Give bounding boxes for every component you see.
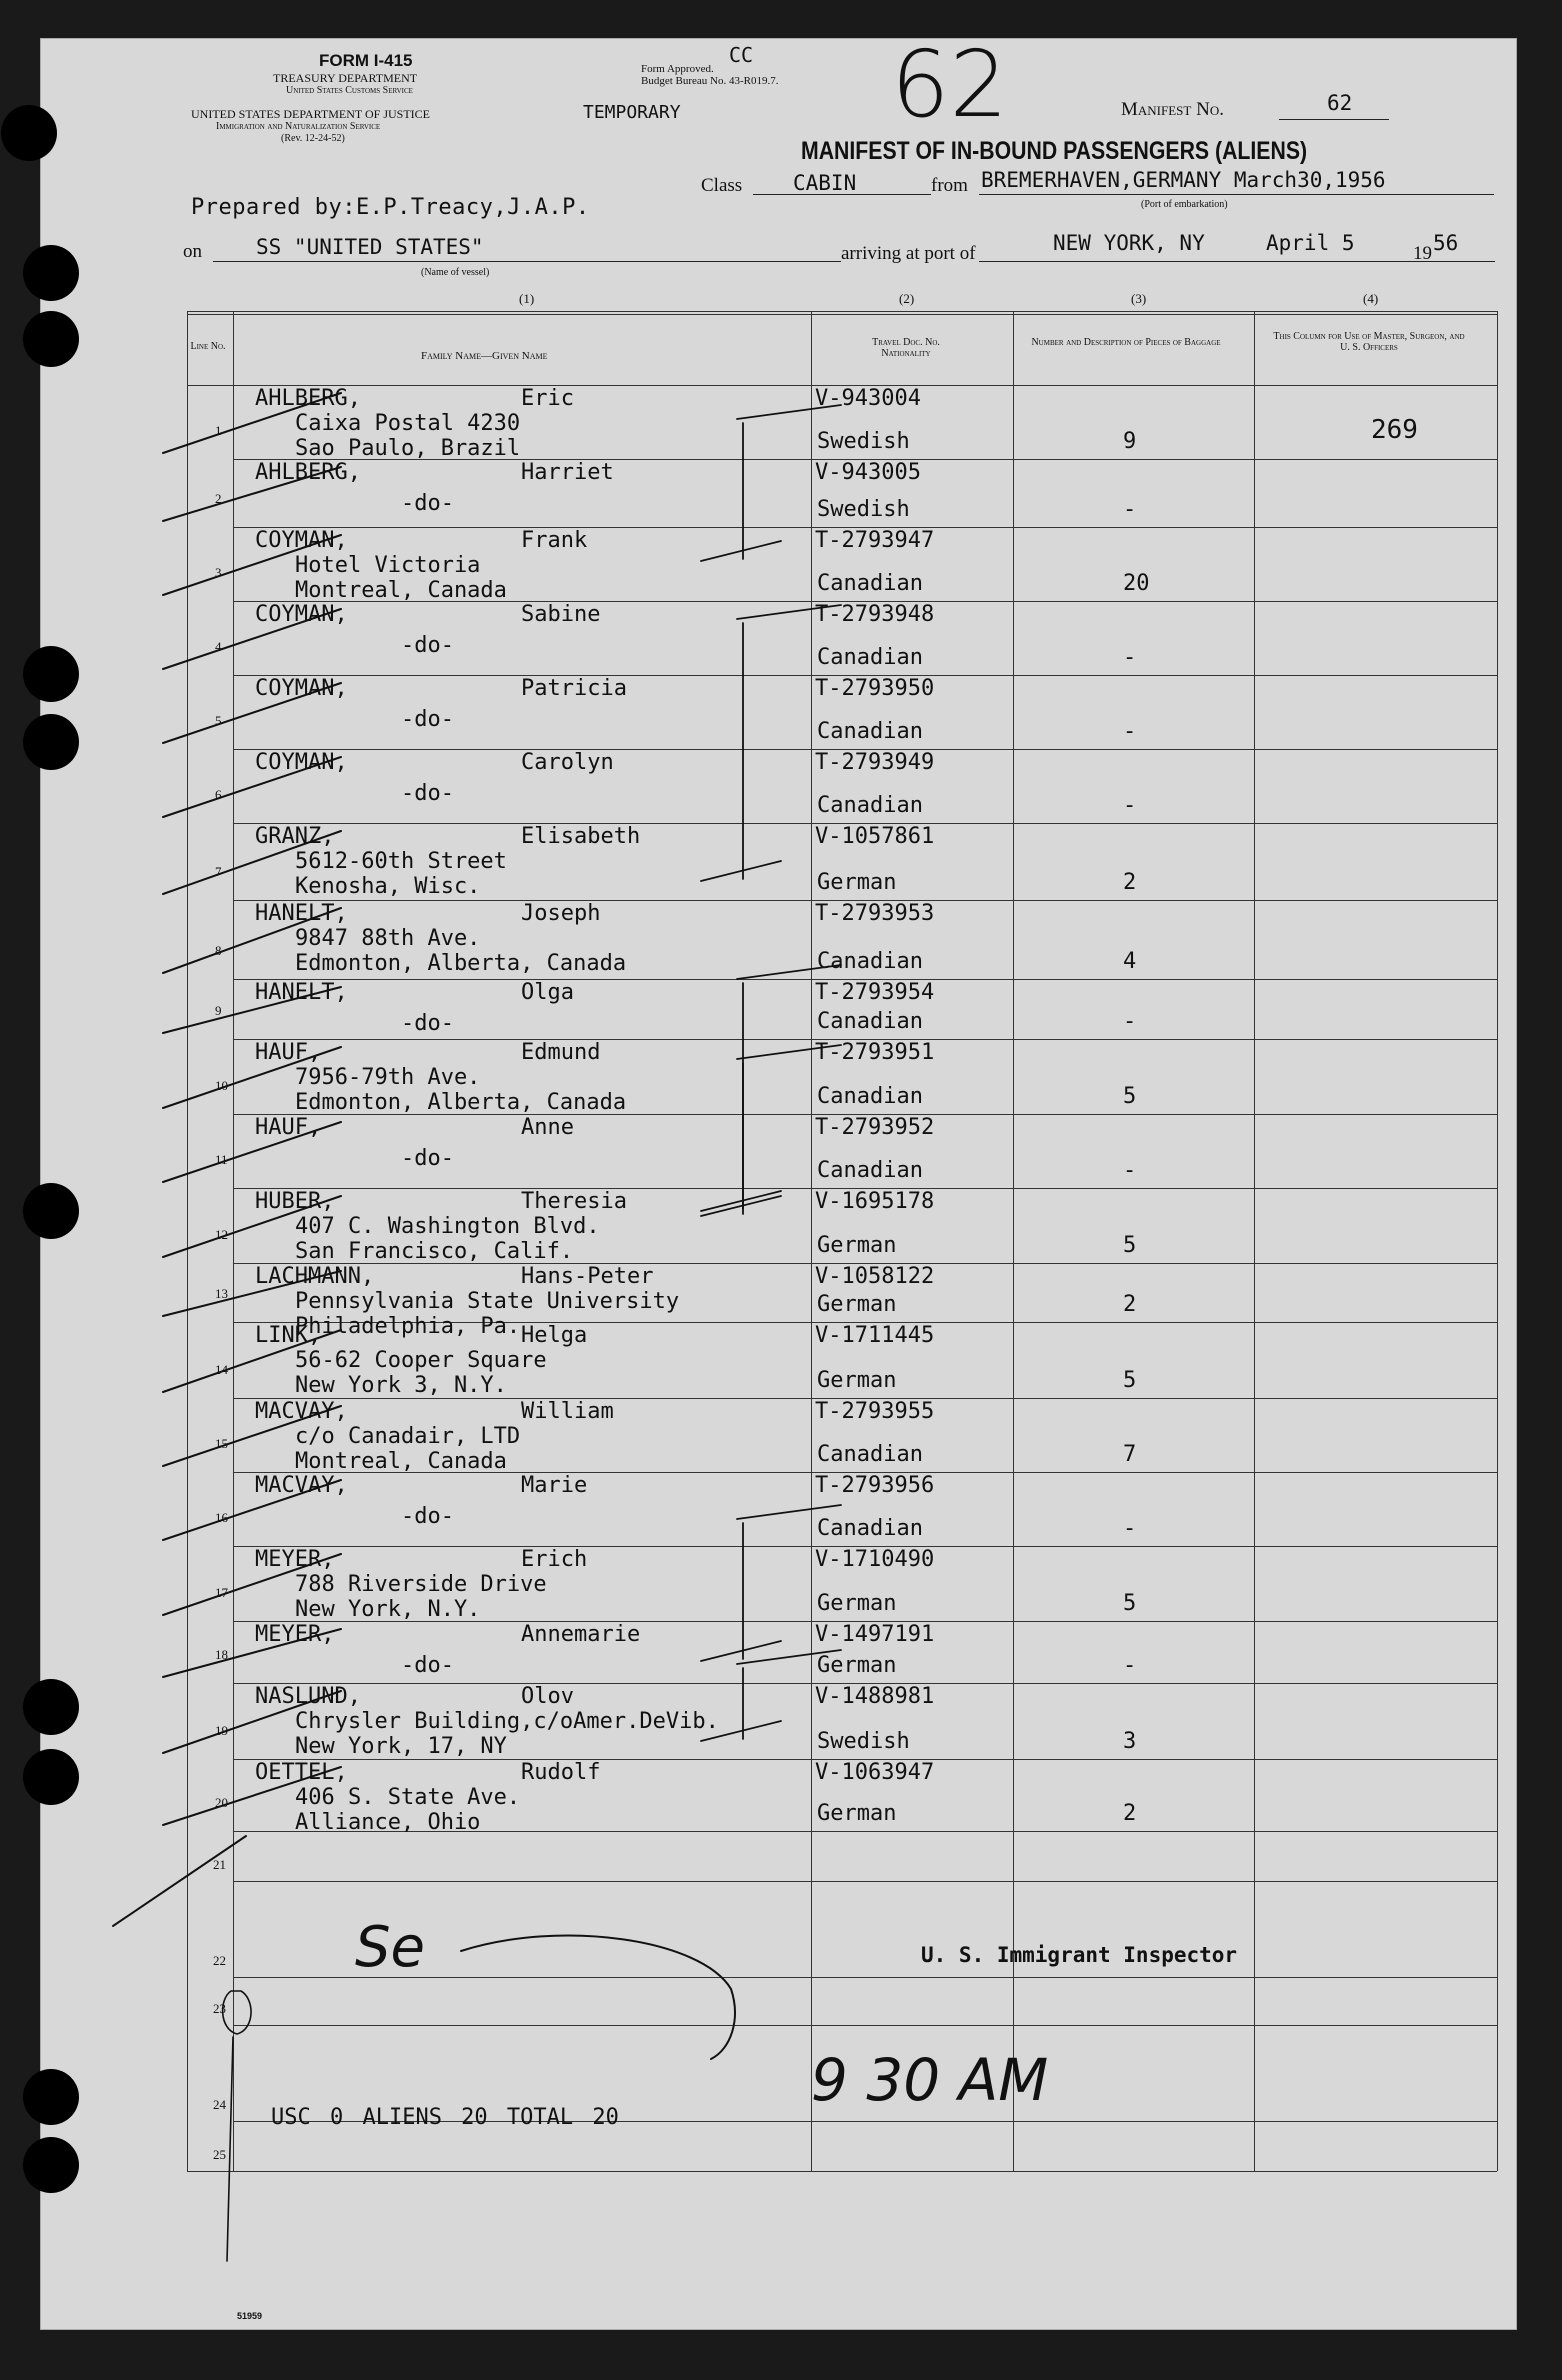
check-mark — [701, 861, 781, 881]
nationality: German — [817, 1292, 897, 1317]
officer-note: 269 — [1371, 415, 1418, 445]
form-approved: Form Approved. — [641, 63, 714, 75]
check-mark — [701, 1721, 781, 1741]
cc-mark: CC — [729, 43, 754, 67]
treasury-dept: TREASURY DEPARTMENT — [273, 71, 418, 85]
address-line: New York, 17, NY — [295, 1734, 507, 1759]
inspector-label: U. S. Immigrant Inspector — [921, 1943, 1238, 1967]
line-number: 19 — [215, 1723, 228, 1738]
travel-doc-number: V-1488981 — [815, 1684, 935, 1709]
address-line: New York 3, N.Y. — [295, 1373, 507, 1398]
line-number: 18 — [215, 1647, 228, 1662]
nationality: Canadian — [817, 1084, 923, 1109]
justice-dept: UNITED STATES DEPARTMENT OF JUSTICE — [191, 107, 431, 121]
nationality: German — [817, 1591, 897, 1616]
line-number: 7 — [215, 864, 222, 879]
line-number: 11 — [215, 1152, 228, 1167]
address-line: 406 S. State Ave. — [295, 1785, 521, 1810]
line-number: 15 — [215, 1436, 228, 1451]
family-name: AHLBERG, — [255, 460, 361, 485]
manifest-no-label: Manifest No. — [1121, 99, 1224, 120]
travel-doc-number: V-1695178 — [815, 1189, 935, 1214]
given-name: Frank — [521, 528, 588, 553]
manifest-title: MANIFEST OF IN-BOUND PASSENGERS (ALIENS) — [801, 137, 1308, 165]
check-mark — [223, 1991, 251, 2034]
baggage-count: - — [1123, 1158, 1137, 1183]
line-number: 8 — [215, 943, 222, 958]
baggage-count: 2 — [1123, 1292, 1137, 1317]
family-name: HAUF, — [255, 1115, 322, 1140]
given-name: Joseph — [521, 901, 601, 926]
line-number: 6 — [215, 787, 222, 802]
nationality: Swedish — [817, 1729, 910, 1754]
address-line: -do- — [401, 1504, 454, 1529]
on-label: on — [183, 241, 202, 262]
address-line: -do- — [401, 1146, 454, 1171]
address-line: -do- — [401, 633, 454, 658]
check-mark — [163, 1629, 341, 1677]
line-number: 22 — [213, 1953, 226, 1968]
check-mark — [163, 467, 341, 521]
check-mark — [163, 535, 341, 595]
baggage-count: 5 — [1123, 1368, 1137, 1393]
temporary-stamp: TEMPORARY — [583, 102, 681, 123]
check-mark — [163, 393, 341, 453]
travel-doc-number: T-2793956 — [815, 1473, 935, 1498]
given-name: Sabine — [521, 602, 601, 627]
address-line: Alliance, Ohio — [295, 1810, 481, 1835]
nationality: German — [817, 1368, 897, 1393]
travel-doc-number: T-2793948 — [815, 602, 935, 627]
line-number: 23 — [213, 2001, 226, 2016]
baggage-count: 7 — [1123, 1442, 1137, 1467]
baggage-count: 5 — [1123, 1233, 1137, 1258]
travel-doc-number: T-2793953 — [815, 901, 935, 926]
travel-doc-number: V-1057861 — [815, 824, 935, 849]
travel-doc-number: T-2793952 — [815, 1115, 935, 1140]
address-line: 788 Riverside Drive — [295, 1572, 547, 1597]
check-mark — [163, 908, 341, 973]
form-revision: (Rev. 12-24-52) — [281, 133, 345, 144]
baggage-count: - — [1123, 719, 1137, 744]
port-embark-caption: (Port of embarkation) — [1141, 199, 1228, 210]
header-officers: This Column for Use of Master, Surgeon, and U. S. Officers — [1273, 331, 1465, 353]
family-name: MEYER, — [255, 1547, 335, 1572]
header-line-no: Line No. — [190, 341, 226, 352]
header-baggage: Number and Description of Pieces of Baggage — [1031, 337, 1221, 348]
family-name: OETTEL, — [255, 1760, 348, 1785]
travel-doc-number: V-1058122 — [815, 1264, 935, 1289]
nationality: Canadian — [817, 645, 923, 670]
baggage-count: - — [1123, 645, 1137, 670]
check-mark — [163, 757, 341, 817]
line-number: 1 — [215, 423, 222, 438]
address-line: -do- — [401, 1653, 454, 1678]
nationality: Canadian — [817, 793, 923, 818]
family-name: NASLUND, — [255, 1684, 361, 1709]
travel-doc-number: V-1497191 — [815, 1622, 935, 1647]
line-number: 25 — [213, 2147, 226, 2162]
address-line: -do- — [401, 1011, 454, 1036]
col-number-3: (3) — [1131, 291, 1147, 306]
baggage-count: 3 — [1123, 1729, 1137, 1754]
family-name: LACHMANN, — [255, 1264, 375, 1289]
handwritten-time: 9 30 AM — [811, 2046, 1049, 2114]
address-line: Hotel Victoria — [295, 553, 481, 578]
check-mark — [163, 1691, 341, 1753]
given-name: Edmund — [521, 1040, 601, 1065]
check-mark — [163, 1196, 341, 1257]
check-mark — [163, 1330, 341, 1392]
vessel-caption: (Name of vessel) — [421, 267, 490, 278]
address-line: Edmonton, Alberta, Canada — [295, 951, 627, 976]
form-number: FORM I-415 — [319, 51, 413, 70]
line-number: 14 — [215, 1362, 228, 1377]
given-name: Helga — [521, 1323, 588, 1348]
given-name: Hans-Peter — [521, 1264, 654, 1289]
line-number: 5 — [215, 713, 222, 728]
given-name: Anne — [521, 1115, 574, 1140]
baggage-count: - — [1123, 793, 1137, 818]
travel-doc-number: T-2793947 — [815, 528, 935, 553]
check-mark — [163, 1480, 341, 1540]
check-mark — [737, 965, 841, 979]
ins-service: Immigration and Naturalization Service — [216, 121, 381, 132]
given-name: Harriet — [521, 460, 614, 485]
nationality: Canadian — [817, 719, 923, 744]
check-mark — [701, 1196, 781, 1216]
header-name: Family Name—Given Name — [421, 350, 548, 362]
baggage-count: 9 — [1123, 429, 1137, 454]
family-name: LINK, — [255, 1323, 322, 1348]
check-mark — [701, 1641, 781, 1661]
baggage-count: 5 — [1123, 1084, 1137, 1109]
address-line: -do- — [401, 707, 454, 732]
check-mark — [163, 1554, 341, 1615]
manifest-page — [40, 31, 1517, 2330]
address-line: Montreal, Canada — [295, 578, 507, 603]
address-line: San Francisco, Calif. — [295, 1239, 574, 1264]
given-name: Marie — [521, 1473, 588, 1498]
port-of-embarkation: BREMERHAVEN,GERMANY March30,1956 — [981, 168, 1386, 192]
nationality: Swedish — [817, 429, 910, 454]
family-name: COYMAN, — [255, 528, 348, 553]
baggage-count: 20 — [1123, 571, 1150, 596]
given-name: Eric — [521, 386, 574, 411]
line-number: 2 — [215, 491, 222, 506]
nationality: Canadian — [817, 1009, 923, 1034]
address-line: -do- — [401, 781, 454, 806]
baggage-count: 2 — [1123, 1801, 1137, 1826]
check-mark — [227, 2037, 233, 2261]
given-name: Olov — [521, 1684, 574, 1709]
nationality: Canadian — [817, 1516, 923, 1541]
check-mark — [163, 1122, 341, 1182]
address-line: New York, N.Y. — [295, 1597, 481, 1622]
check-mark — [737, 605, 841, 619]
col-number-2: (2) — [899, 291, 915, 306]
line-number: 16 — [215, 1510, 228, 1525]
family-name: HUBER, — [255, 1189, 335, 1214]
given-name: Annemarie — [521, 1622, 641, 1647]
travel-doc-number: T-2793951 — [815, 1040, 935, 1065]
check-mark — [163, 831, 341, 894]
check-mark — [737, 405, 841, 419]
family-name: HAUF, — [255, 1040, 322, 1065]
check-mark — [163, 1271, 341, 1316]
arrival-year-prefix: 19 — [1413, 243, 1432, 264]
given-name: Olga — [521, 980, 574, 1005]
family-name: AHLBERG, — [255, 386, 361, 411]
check-mark — [163, 609, 341, 669]
line-number: 12 — [215, 1227, 228, 1242]
nationality: Canadian — [817, 1158, 923, 1183]
address-line: 7956-79th Ave. — [295, 1065, 481, 1090]
given-name: Rudolf — [521, 1760, 601, 1785]
given-name: Elisabeth — [521, 824, 641, 849]
address-line: 5612-60th Street — [295, 849, 507, 874]
address-line: Montreal, Canada — [295, 1449, 507, 1474]
baggage-count: 2 — [1123, 870, 1137, 895]
check-mark — [163, 683, 341, 743]
col-number-4: (4) — [1363, 291, 1379, 306]
nationality: German — [817, 1233, 897, 1258]
baggage-count: - — [1123, 1516, 1137, 1541]
baggage-count: - — [1123, 497, 1137, 522]
address-line: Sao Paulo, Brazil — [295, 436, 521, 461]
class-value: CABIN — [793, 171, 857, 195]
address-line: 407 C. Washington Blvd. — [295, 1214, 600, 1239]
travel-doc-number: V-1710490 — [815, 1547, 935, 1572]
address-line: 9847 88th Ave. — [295, 926, 481, 951]
address-line: Philadelphia, Pa. — [295, 1314, 521, 1339]
baggage-count: 5 — [1123, 1591, 1137, 1616]
check-mark — [163, 1406, 341, 1466]
check-mark — [163, 987, 341, 1033]
line-number: 3 — [215, 565, 222, 580]
nationality: Canadian — [817, 949, 923, 974]
given-name: Theresia — [521, 1189, 627, 1214]
nationality: German — [817, 1653, 897, 1678]
arriving-label: arriving at port of — [841, 243, 979, 265]
check-mark — [737, 1505, 841, 1519]
check-mark — [461, 1936, 735, 2059]
family-name: HANELT, — [255, 980, 348, 1005]
nationality: Swedish — [817, 497, 910, 522]
budget-bureau: Budget Bureau No. 43-R019.7. — [641, 75, 779, 87]
address-line: Kenosha, Wisc. — [295, 874, 481, 899]
check-mark — [163, 1767, 341, 1825]
address-line: Caixa Postal 4230 — [295, 411, 521, 436]
baggage-count: - — [1123, 1009, 1137, 1034]
family-name: COYMAN, — [255, 750, 348, 775]
customs-service: United States Customs Service — [286, 85, 413, 96]
travel-doc-number: T-2793955 — [815, 1399, 935, 1424]
arrival-year: 56 — [1433, 231, 1459, 255]
travel-doc-number: T-2793950 — [815, 676, 935, 701]
check-mark — [701, 1191, 781, 1211]
inspector-signature: Se — [355, 1915, 425, 1980]
family-name: COYMAN, — [255, 602, 348, 627]
line-number: 10 — [215, 1078, 228, 1093]
manifest-no-value: 62 — [1327, 91, 1353, 115]
arrival-date: April 5 — [1266, 231, 1355, 255]
travel-doc-number: V-943004 — [815, 386, 921, 411]
nationality: German — [817, 1801, 897, 1826]
line-number: 13 — [215, 1286, 228, 1301]
given-name: Erich — [521, 1547, 588, 1572]
nationality: Canadian — [817, 571, 923, 596]
summary-line: USC 0 ALIENS 20 TOTAL 20 — [271, 2105, 619, 2130]
line-number: 21 — [213, 1857, 226, 1872]
address-line: Pennsylvania State University — [295, 1289, 680, 1314]
address-line: c/o Canadair, LTD — [295, 1424, 521, 1449]
line-number: 17 — [215, 1585, 228, 1600]
given-name: Patricia — [521, 676, 627, 701]
check-mark — [113, 1836, 246, 1926]
arrival-port: NEW YORK, NY — [1053, 231, 1205, 255]
header-travel-doc: Travel Doc. No. Nationality — [872, 337, 940, 359]
line-number: 9 — [215, 1003, 222, 1018]
baggage-count: - — [1123, 1653, 1137, 1678]
check-mark — [701, 541, 781, 561]
address-line: -do- — [401, 491, 454, 516]
travel-doc-number: V-1711445 — [815, 1323, 935, 1348]
col-number-1: (1) — [519, 291, 535, 306]
line-number: 4 — [215, 639, 222, 654]
family-name: MACVAY, — [255, 1399, 348, 1424]
check-mark — [737, 1045, 841, 1059]
travel-doc-number: V-1063947 — [815, 1760, 935, 1785]
handwritten-manifest-number: 62 — [891, 31, 1009, 138]
travel-doc-number: T-2793954 — [815, 980, 935, 1005]
address-line: 56-62 Cooper Square — [295, 1348, 547, 1373]
check-mark — [163, 1047, 341, 1108]
check-marks — [41, 31, 1516, 2329]
nationality: Canadian — [817, 1442, 923, 1467]
travel-doc-number: T-2793949 — [815, 750, 935, 775]
footer-code: 51959 — [237, 2311, 263, 2321]
family-name: COYMAN, — [255, 676, 348, 701]
family-name: MEYER, — [255, 1622, 335, 1647]
check-mark — [737, 1650, 841, 1664]
given-name: William — [521, 1399, 614, 1424]
given-name: Carolyn — [521, 750, 614, 775]
class-label: Class — [701, 175, 743, 196]
nationality: German — [817, 870, 897, 895]
address-line: Chrysler Building,c/oAmer.DeVib. — [295, 1709, 719, 1734]
baggage-count: 4 — [1123, 949, 1137, 974]
travel-doc-number: V-943005 — [815, 460, 921, 485]
vessel-name: SS "UNITED STATES" — [256, 235, 484, 259]
line-number: 20 — [215, 1795, 228, 1810]
from-label: from — [931, 175, 968, 196]
address-line: Edmonton, Alberta, Canada — [295, 1090, 627, 1115]
family-name: MACVAY, — [255, 1473, 348, 1498]
prepared-by: Prepared by:E.P.Treacy,J.A.P. — [191, 195, 590, 220]
family-name: GRANZ, — [255, 824, 335, 849]
line-number: 24 — [213, 2097, 226, 2112]
family-name: HANELT, — [255, 901, 348, 926]
